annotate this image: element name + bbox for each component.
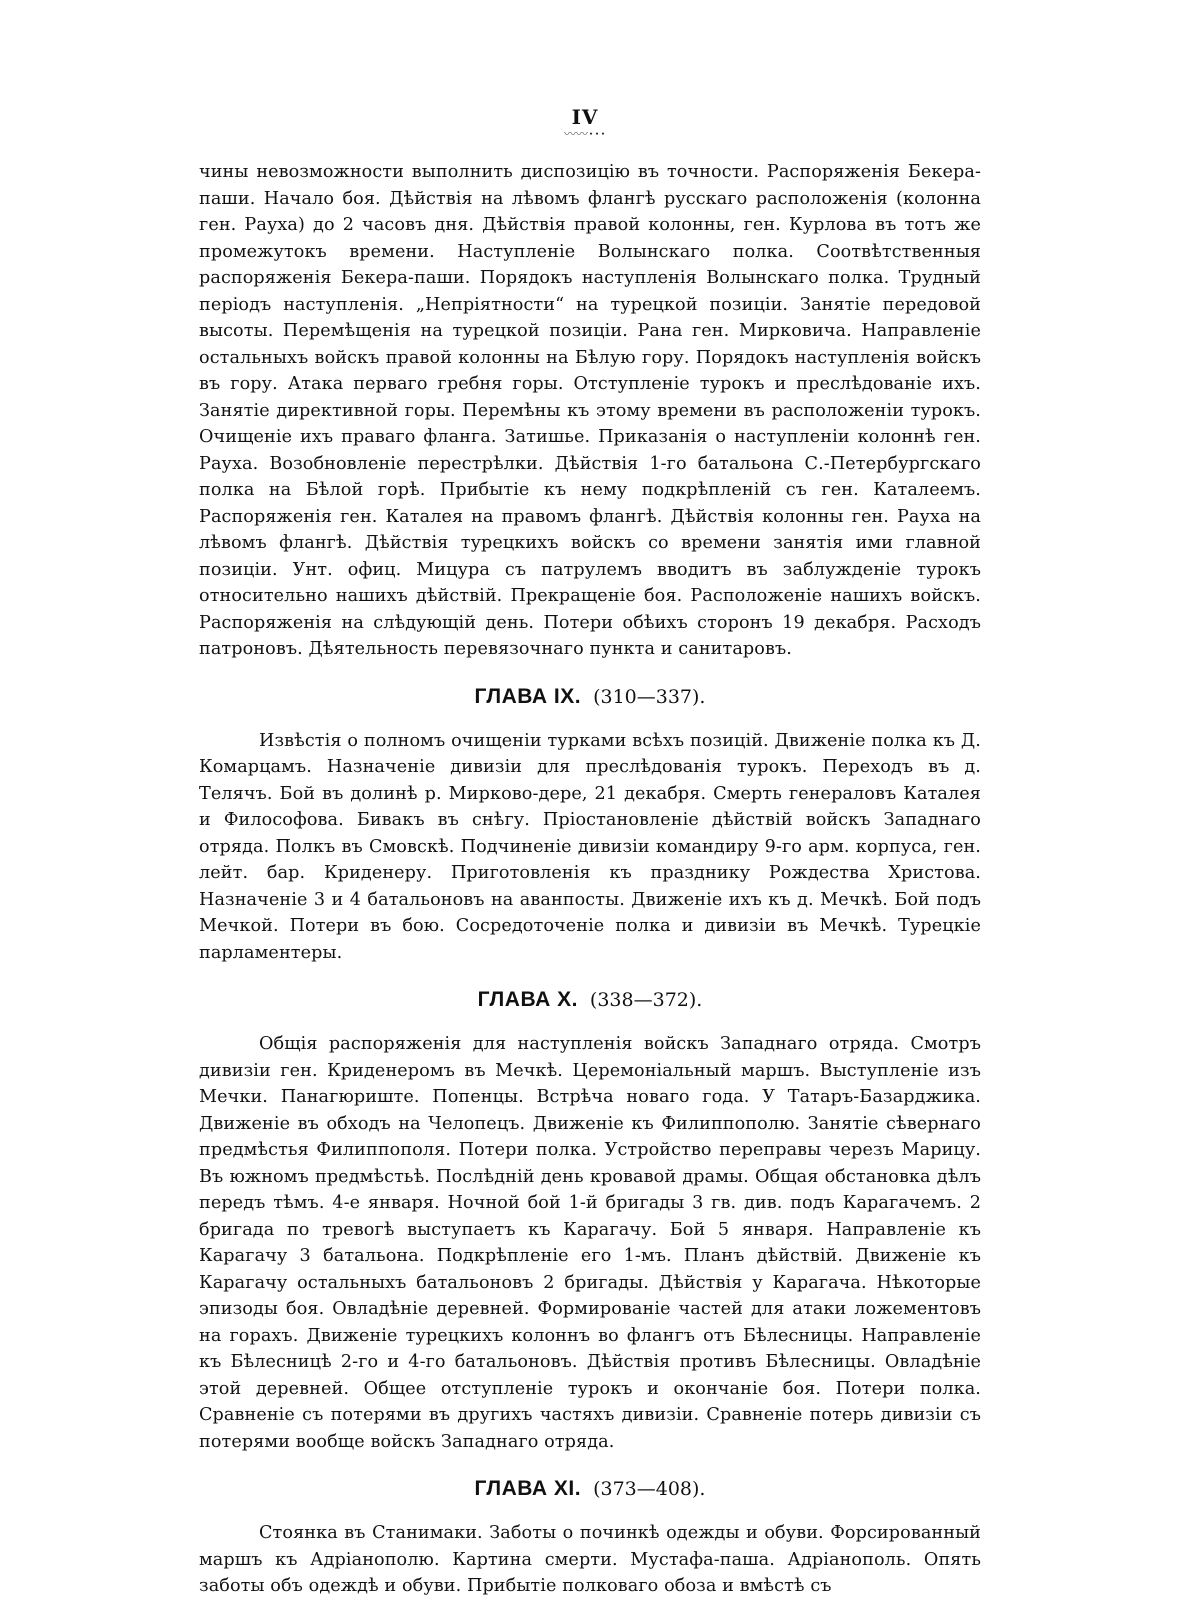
chapter-section: [199, 1475, 981, 1600]
decorative-ornament: 〰〰･･･: [563, 127, 606, 141]
chapter-heading: [199, 986, 981, 1015]
chapter-summary: Извѣстія о полномъ очищеніи турками всѣхъ позицій. Движеніе полка къ Д. Комарцамъ. Назначеніе дивизіи для преслѣдованія турокъ. Переходъ въ д. Телячъ. Бой въ долинѣ р. Мирково-дере, 21 декабря. Смерть генераловъ Каталея и Философова. Бивакъ въ снѣгу. Пріостановленіе дѣйствій войскъ Западнаго отряда. Полкъ въ Смовскѣ. Подчиненіе дивизіи командиру 9-го арм. корпуса, ген. лейт. бар. Криденеру. Приготовленія къ празднику Рождества Христова. Назначеніе 3 и 4 батальоновъ на аванпосты. Движеніе ихъ къ д. Мечкѣ. Бой подъ Мечкой. Потери въ бою. Сосредоточеніе полка и дивизіи въ Мечкѣ. Турецкіе парламентеры.: [199, 730, 981, 963]
intro-paragraph: чины невозможности выполнить диспозицію въ точности. Распоряженія Бекера-паши. Начало боя. Дѣйствія на лѣвомъ флангѣ русскаго расположенія (колонна ген. Рауха) до 2 часовъ дня. Дѣйствія правой колонны, ген. Курлова въ тотъ же промежутокъ времени. Наступленіе Волынскаго полка. Соотвѣтственныя распоряженія Бекера-паши. Порядокъ наступленія Волынскаго полка. Трудный періодъ наступленія. „Непріятности“ на турецкой позиціи. Занятіе передовой высоты. Перемѣщенія на турецкой позиціи. Рана ген. Мирковича. Направленіе остальныхъ войскъ правой колонны на Бѣлую гору. Порядокъ наступленія войскъ въ гору. Атака перваго гребня горы. Отступленіе турокъ и преслѣдованіе ихъ. Занятіе директивной горы. Перемѣны къ этому времени въ расположеніи турокъ. Очищеніе ихъ праваго фланга. Затишье. Приказанія о наступленіи колоннѣ ген. Рауха. Возобновленіе перестрѣлки. Дѣйствія 1-го батальона С.-Петербургскаго полка на Бѣлой горѣ. Прибытіе къ нему подкрѣпленій съ ген. Каталеемъ. Распоряженія ген. Каталея на правомъ флангѣ. Дѣйствія колонны ген. Рауха на лѣвомъ флангѣ. Дѣйствія турецкихъ войскъ со времени занятія ими главной позиціи. Унт. офиц. Мицура съ патрулемъ вводитъ въ заблужденіе турокъ относительно нашихъ дѣйствій. Прекращеніе боя. Расположеніе нашихъ войскъ. Распоряженія на слѣдующій день. Потери обѣихъ сторонъ 19 декабря. Расходъ патроновъ. Дѣятельность перевязочнаго пункта и санитаровъ.: [199, 162, 981, 659]
chapter-page-range: (373—408).: [593, 1478, 706, 1500]
book-page: [199, 105, 981, 1600]
page-number: IV: [571, 105, 599, 129]
chapter-summary: Стоянка въ Станимаки. Заботы о починкѣ одежды и обуви. Форсированный маршъ къ Адріанополю. Картина смерти. Мустафа-паша. Адріанополь. Опять заботы объ одеждѣ и обуви. Прибытіе полковаго обоза и вмѣстѣ съ: [199, 1523, 981, 1596]
chapter-page-range: (310—337).: [593, 685, 706, 708]
chapter-title: ГЛАВА XI.: [474, 1477, 582, 1500]
chapter-section: [199, 683, 981, 967]
chapter-page-range: (338—372).: [589, 989, 703, 1011]
chapter-heading: [199, 1475, 981, 1504]
chapter-title: ГЛАВА IX.: [474, 684, 582, 708]
chapter-title: ГЛАВА X.: [477, 988, 578, 1011]
chapter-section: [199, 986, 981, 1455]
chapter-summary: Общія распоряженія для наступленія войскъ Западнаго отряда. Смотръ дивизіи ген. Криденеромъ въ Мечкѣ. Церемоніальный маршъ. Выступленіе изъ Мечки. Панагюриште. Попенцы. Встрѣча новаго года. У Татаръ-Базарджика. Движеніе въ обходъ на Челопецъ. Движеніе къ Филиппополю. Занятіе сѣвернаго предмѣстья Филиппополя. Потери полка. Устройство переправы черезъ Марицу. Въ южномъ предмѣстьѣ. Послѣдній день кровавой драмы. Общая обстановка дѣлъ передъ тѣмъ. 4-е января. Ночной бой 1-й бригады 3 гв. див. подъ Карагачемъ. 2 бригада по тревогѣ выступаетъ къ Карагачу. Бой 5 января. Направленіе къ Карагачу 3 батальона. Подкрѣпленіе его 1-мъ. Планъ дѣйствій. Движеніе къ Карагачу остальныхъ батальоновъ 2 бригады. Дѣйствія у Карагача. Нѣкоторые эпизоды боя. Овладѣніе деревней. Формированіе частей для атаки ложементовъ на горахъ. Движеніе турецкихъ колоннъ во флангъ отъ Бѣлесницы. Направленіе къ Бѣлесницѣ 2-го и 4-го батальоновъ. Дѣйствія противъ Бѣлесницы. Овладѣніе этой деревней. Общее отступленіе турокъ и окончаніе боя. Потери полка. Сравненіе съ потерями въ другихъ частяхъ дивизіи. Сравненіе потерь дивизіи съ потерями вообще войскъ Западнаго отряда.: [199, 1034, 981, 1452]
chapter-heading: [199, 683, 981, 712]
